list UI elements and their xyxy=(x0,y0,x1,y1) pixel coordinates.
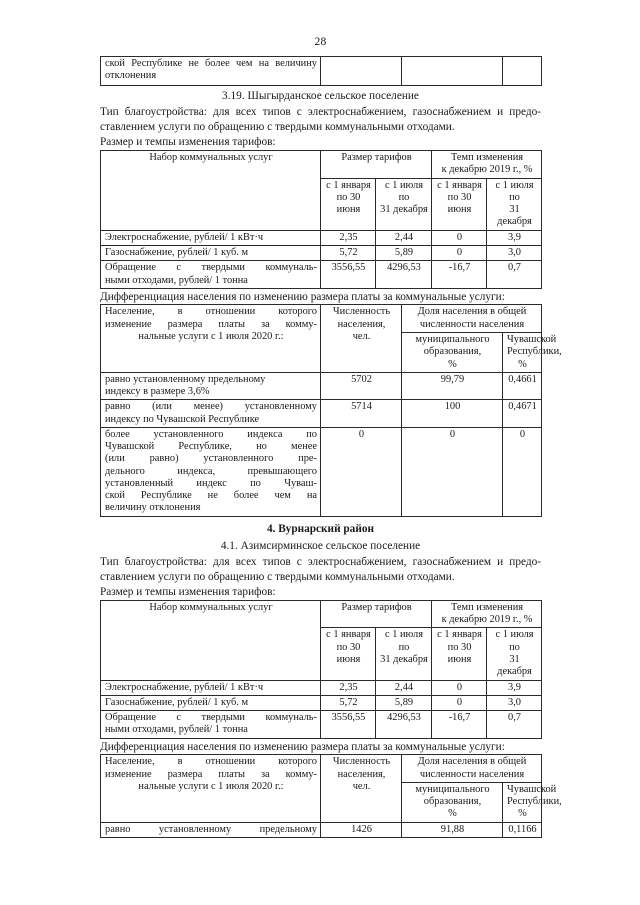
diff-count-value: 1426 xyxy=(321,822,402,837)
diff-group-header-line1: Доля населения в общей xyxy=(417,756,527,768)
diff-subheader-cr-line3: % xyxy=(518,358,527,370)
tariff-group-header-change-line2: к декабрю 2019 г., % xyxy=(441,164,533,176)
tariff-value: 5,89 xyxy=(376,695,432,710)
tariff-subheader-1-line2: по 30 июня xyxy=(336,191,361,216)
diff-subheader-mo-line3: % xyxy=(448,358,457,370)
diff-col-population-header xyxy=(101,305,321,372)
tariff-value: 4296,53 xyxy=(376,711,432,739)
tariff-header-row-1 xyxy=(101,151,542,179)
tariff-service-name: Электроснабжение, рублей/ 1 кВт·ч xyxy=(101,230,321,245)
tariff-table-4-1 xyxy=(100,600,542,739)
tariff-value: 5,72 xyxy=(321,245,376,260)
tariff-subheader-4 xyxy=(487,178,542,230)
tariff-caption-4-1: Размер и темпы изменения тарифов: xyxy=(100,586,276,599)
tariff-value: 5,89 xyxy=(376,245,432,260)
diff-col-population-header xyxy=(101,755,321,822)
tariff-col-services-header: Набор коммунальных услуг xyxy=(101,151,321,231)
diff-subheader-cr-line1: Чувашской xyxy=(507,783,557,795)
table-row xyxy=(101,400,542,428)
diff-col-count-header xyxy=(321,305,402,372)
tariff-service-line1: Обращение с твердыми коммуналь- xyxy=(105,712,317,724)
table-row xyxy=(101,230,542,245)
tariff-table-3-19 xyxy=(100,150,542,289)
tariff-value: -16,7 xyxy=(432,711,487,739)
diff-subheader-municipality xyxy=(402,332,503,372)
tariff-value: 5,72 xyxy=(321,695,376,710)
tariff-service-name: Газоснабжение, рублей/ 1 куб. м xyxy=(101,695,321,710)
diff-share-mo-value: 91,88 xyxy=(402,822,503,837)
section-heading-4-1: 4.1. Азимсирминское сельское поселение xyxy=(220,539,421,552)
section-intro-3-19 xyxy=(100,105,541,134)
table-row xyxy=(101,680,542,695)
diff-subheader-mo-line2: образования, xyxy=(423,796,482,808)
tariff-subheader-1 xyxy=(321,178,376,230)
diff-subheader-cr-line2: Республики, xyxy=(507,796,562,808)
tariff-subheader-4-line2: 31 декабря xyxy=(497,204,532,228)
tariff-subheader-2-line2: 31 декабря xyxy=(380,204,428,216)
tariff-value: 0 xyxy=(432,245,487,260)
diff-col1-line1: Население, в отношении которого xyxy=(105,756,317,768)
diff-group-header-share xyxy=(402,755,542,783)
section-intro-4-1 xyxy=(100,555,541,584)
diff-col1-line3: нальные услуги с 1 июля 2020 г.: xyxy=(138,780,284,792)
tariff-col-services-header: Набор коммунальных услуг xyxy=(101,600,321,680)
tariff-subheader-2 xyxy=(376,628,432,680)
table-row xyxy=(101,695,542,710)
diff-subheader-republic xyxy=(503,332,562,372)
diff-category-cell xyxy=(101,400,321,428)
intro-line-2: ставлением услуги по обращению с твердыми коммунальными отходами. xyxy=(100,570,455,583)
tariff-service-name: Электроснабжение, рублей/ 1 кВт·ч xyxy=(101,680,321,695)
table-row xyxy=(101,57,542,86)
diff-category-line: (или равно) установленного пре- xyxy=(105,453,317,465)
district-heading-4: 4. Вурнарский район xyxy=(266,522,375,535)
diff-share-cr-value: 0,1166 xyxy=(503,822,542,837)
tariff-subheader-4 xyxy=(487,628,542,680)
diff-subheader-mo-line2: образования, xyxy=(423,346,482,358)
diff-subheader-republic xyxy=(503,782,562,822)
differentiation-table-4-1 xyxy=(100,754,562,838)
section-heading-3-19: 3.19. Шыгырданское сельское поселение xyxy=(222,90,419,102)
differentiation-table-3-19 xyxy=(100,304,562,516)
tariff-value: 3,0 xyxy=(487,245,542,260)
tariff-caption-3-19: Размер и темпы изменения тарифов: xyxy=(100,136,276,149)
diff-col2-line1: Численность xyxy=(332,756,391,768)
intro-line-1: Тип благоустройства: для всех типов с электроснабжением, газоснабжением и предо- xyxy=(100,555,541,568)
diff-header-row-1 xyxy=(101,305,542,333)
diff-subheader-cr-line3: % xyxy=(518,808,527,820)
diff-col1-line3: нальные услуги с 1 июля 2020 г.: xyxy=(138,330,284,342)
diff-group-header-line2: численности населения xyxy=(419,318,525,330)
diff-category-cell xyxy=(101,372,321,400)
diff-subheader-mo-line3: % xyxy=(448,808,457,820)
diff-col2-line1: Численность xyxy=(332,306,391,318)
diff-count-value: 5702 xyxy=(321,372,402,400)
fragment-empty-cell-3 xyxy=(503,57,542,86)
diff-category-line: индексу по Чувашской Республике xyxy=(105,413,260,425)
intro-line-2: ставлением услуги по обращению с твердыми коммунальными отходами. xyxy=(100,120,455,133)
diff-share-cr-value: 0,4661 xyxy=(503,372,542,400)
diff-caption-3-19: Дифференциация населения по изменению размера платы за коммунальные услуги: xyxy=(100,290,505,303)
diff-share-mo-value: 99,79 xyxy=(402,372,503,400)
diff-subheader-municipality xyxy=(402,782,503,822)
tariff-subheader-1-line2: по 30 июня xyxy=(336,641,361,665)
tariff-subheader-4-line2: 31 декабря xyxy=(497,654,532,678)
diff-group-header-line2: численности населения xyxy=(419,768,525,780)
tariff-subheader-4-line1: с 1 июля по xyxy=(495,629,534,653)
diff-subheader-cr-line1: Чувашской xyxy=(507,333,557,345)
diff-category-line: индексу в размере 3,6% xyxy=(105,386,210,398)
tariff-value: 0,7 xyxy=(487,711,542,739)
tariff-group-header-change-line2: к декабрю 2019 г., % xyxy=(441,614,533,626)
table-row xyxy=(101,245,542,260)
fragment-text-cell: ской Республике не более чем на величину отклонения xyxy=(101,57,321,86)
table-row xyxy=(101,261,542,289)
tariff-subheader-1 xyxy=(321,628,376,680)
diff-col2-line3: чел. xyxy=(352,780,371,792)
table-row xyxy=(101,372,542,400)
tariff-value: 0 xyxy=(432,230,487,245)
diff-caption-4-1: Дифференциация населения по изменению размера платы за коммунальные услуги: xyxy=(100,740,505,753)
tariff-value: 0 xyxy=(432,695,487,710)
tariff-service-name xyxy=(101,261,321,289)
tariff-value: 3556,55 xyxy=(321,711,376,739)
tariff-service-name xyxy=(101,711,321,739)
diff-category-cell xyxy=(101,427,321,516)
diff-share-cr-value: 0 xyxy=(503,427,542,516)
tariff-value: 3556,55 xyxy=(321,261,376,289)
diff-col1-line2: изменение размера платы за комму- xyxy=(105,318,317,330)
diff-category-line: ской Республике не более чем на xyxy=(105,490,317,502)
fragment-empty-cell-2 xyxy=(402,57,503,86)
tariff-subheader-2-line1: с 1 июля по xyxy=(384,629,424,653)
tariff-service-name: Газоснабжение, рублей/ 1 куб. м xyxy=(101,245,321,260)
diff-category-line: равно установленному предельному xyxy=(105,373,266,385)
diff-header-row-1 xyxy=(101,755,542,783)
tariff-subheader-3-line1: с 1 января xyxy=(437,629,482,641)
tariff-subheader-2-line2: 31 декабря xyxy=(380,654,428,665)
table-row xyxy=(101,711,542,739)
page-content xyxy=(100,0,562,838)
tariff-subheader-1-line1: с 1 января xyxy=(326,629,371,641)
tariff-value: 3,9 xyxy=(487,680,542,695)
tariff-subheader-3-line2: по 30 июня xyxy=(447,191,472,216)
diff-subheader-cr-line2: Республики, xyxy=(507,346,562,358)
tariff-value: -16,7 xyxy=(432,261,487,289)
tariff-value: 0 xyxy=(432,680,487,695)
tariff-value: 2,44 xyxy=(376,680,432,695)
tariff-value: 2,44 xyxy=(376,230,432,245)
diff-share-mo-value: 100 xyxy=(402,400,503,428)
diff-group-header-line1: Доля населения в общей xyxy=(417,306,527,318)
diff-category-line: величину отклонения xyxy=(105,502,201,514)
tariff-group-header-change-line1: Темп изменения xyxy=(450,152,524,164)
diff-col1-line1: Население, в отношении которого xyxy=(105,306,317,318)
diff-col2-line3: чел. xyxy=(352,330,371,342)
diff-subheader-mo-line1: муниципального xyxy=(415,783,490,795)
tariff-service-line2: ными отходами, рублей/ 1 тонна xyxy=(105,724,248,736)
tariff-group-header-change xyxy=(432,600,542,628)
diff-col-count-header xyxy=(321,755,402,822)
diff-category-line: Чувашской Республике, но менее xyxy=(105,441,317,453)
tariff-group-header-change-line1: Темп изменения xyxy=(450,601,524,613)
tariff-value: 0,7 xyxy=(487,261,542,289)
diff-share-cr-value: 0,4671 xyxy=(503,400,542,428)
page-number: 28 xyxy=(314,36,327,48)
intro-line-1: Тип благоустройства: для всех типов с электроснабжением, газоснабжением и предо- xyxy=(100,106,541,119)
tariff-subheader-3-line1: с 1 января xyxy=(437,179,482,191)
diff-subheader-mo-line1: муниципального xyxy=(415,333,490,345)
tariff-value: 2,35 xyxy=(321,680,376,695)
diff-category-line: более установленного индекса по xyxy=(105,428,317,440)
diff-count-value: 5714 xyxy=(321,400,402,428)
tariff-service-line1: Обращение с твердыми коммуналь- xyxy=(105,262,317,274)
tariff-group-header-size: Размер тарифов xyxy=(321,600,432,628)
diff-category-line: равно (или менее) установленному xyxy=(105,401,317,413)
table-row xyxy=(101,427,542,516)
diff-col2-line2: населения, xyxy=(337,318,386,330)
tariff-value: 4296,53 xyxy=(376,261,432,289)
diff-col1-line2: изменение размера платы за комму- xyxy=(105,768,317,780)
diff-share-mo-value: 0 xyxy=(402,427,503,516)
tariff-value: 3,0 xyxy=(487,695,542,710)
tariff-group-header-change xyxy=(432,151,542,179)
table-row xyxy=(101,822,542,837)
tariff-subheader-3-line2: по 30 июня xyxy=(447,641,472,665)
tariff-subheader-2-line1: с 1 июля по xyxy=(384,179,424,203)
diff-category-line: установленный индекс по Чуваш- xyxy=(105,477,317,489)
tariff-header-row-1 xyxy=(101,600,542,628)
tariff-service-line2: ными отходами, рублей/ 1 тонна xyxy=(105,274,248,286)
diff-col2-line2: населения, xyxy=(337,768,386,780)
tariff-subheader-4-line1: с 1 июля по xyxy=(495,179,534,203)
tariff-group-header-size: Размер тарифов xyxy=(321,151,432,179)
diff-category-line: дельного индекса, превышающего xyxy=(105,465,317,477)
tariff-value: 2,35 xyxy=(321,230,376,245)
tariff-subheader-3 xyxy=(432,628,487,680)
fragment-empty-cell-1 xyxy=(321,57,402,86)
tariff-subheader-1-line1: с 1 января xyxy=(326,179,371,191)
table-fragment-continued xyxy=(100,56,542,86)
tariff-value: 3,9 xyxy=(487,230,542,245)
diff-count-value: 0 xyxy=(321,427,402,516)
diff-category-line: равно установленному предельному xyxy=(105,823,317,835)
tariff-subheader-3 xyxy=(432,178,487,230)
diff-category-cell xyxy=(101,822,321,837)
tariff-subheader-2 xyxy=(376,178,432,230)
diff-group-header-share xyxy=(402,305,542,333)
